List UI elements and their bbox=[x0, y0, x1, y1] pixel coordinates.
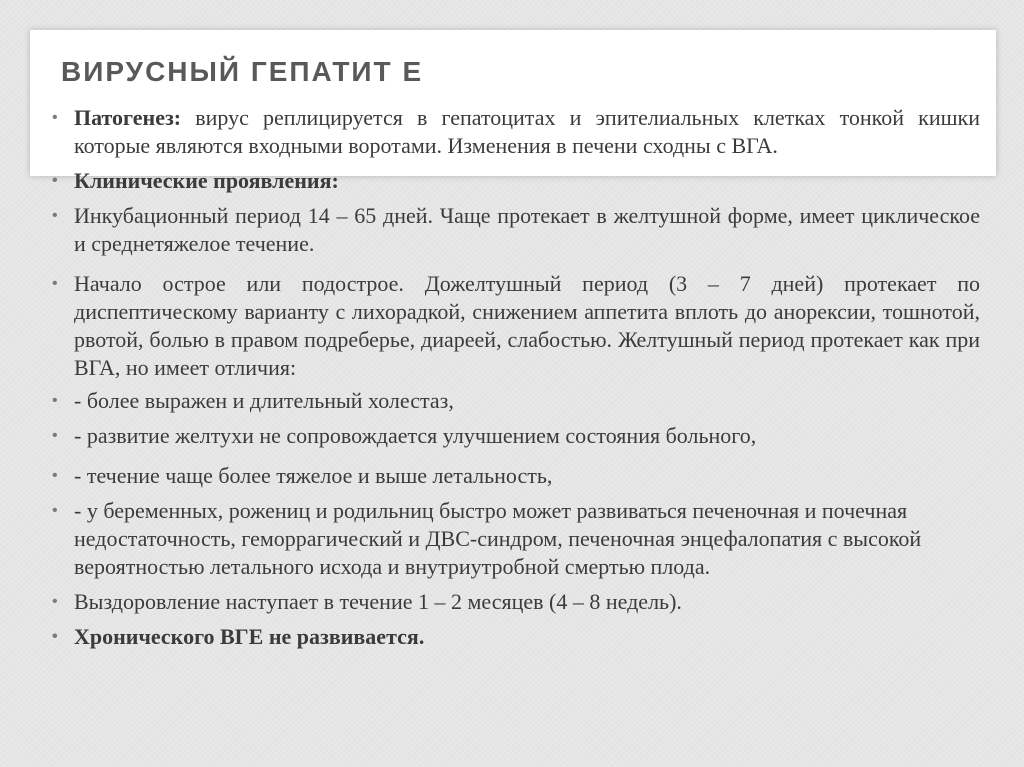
bullet-onset: • Начало острое или подострое. Дожелтушный период (3 – 7 дней) протекает по диспептическому варианту с лихорадкой, снижением аппетита вплоть до анорексии, тошнотой, рвотой, болью в правом подреберье, диареей, слабостью. Желтушный период протекает как при ВГА, но имеет отличия: bbox=[74, 270, 980, 382]
bullet-chronic: • Хронического ВГЕ не развивается. bbox=[74, 623, 980, 651]
bullet-diff-jaundice: • - развитие желтухи не сопровождается улучшением состояния больного, bbox=[74, 422, 980, 450]
bullet-incubation: • Инкубационный период 14 – 65 дней. Чаще протекает в желтушной форме, имеет циклическое и среднетяжелое течение. bbox=[74, 202, 980, 258]
bullet-diff-pregnancy: • - у беременных, рожениц и родильниц быстро может развиваться печеночная и почечная недостаточность, геморрагический и ДВС-синдром, печеночная энцефалопатия с высокой вероятностью летального исхода и внутриутробной смертью плода. bbox=[74, 497, 980, 581]
slide-title: ВИРУСНЫЙ ГЕПАТИТ Е bbox=[61, 56, 424, 87]
bullet-pathogenesis bbox=[74, 104, 980, 160]
bullet-diff-severity: • - течение чаще более тяжелое и выше летальность, bbox=[74, 462, 980, 490]
pathogenesis-text: вирус реплицируется в гепатоцитах и эпителиальных клетках тонкой кишки которые являются входными воротами. Изменения в печени сходны с ВГА. bbox=[74, 105, 980, 158]
bullet-recovery: • Выздоровление наступает в течение 1 – 2 месяцев (4 – 8 недель). bbox=[74, 588, 980, 616]
bullet-clinical: • Клинические проявления: bbox=[74, 167, 980, 195]
pathogenesis-label: Патогенез: bbox=[74, 105, 182, 130]
bullet-diff-cholestasis: • - более выражен и длительный холестаз, bbox=[74, 387, 980, 415]
bullet-list bbox=[74, 104, 980, 651]
